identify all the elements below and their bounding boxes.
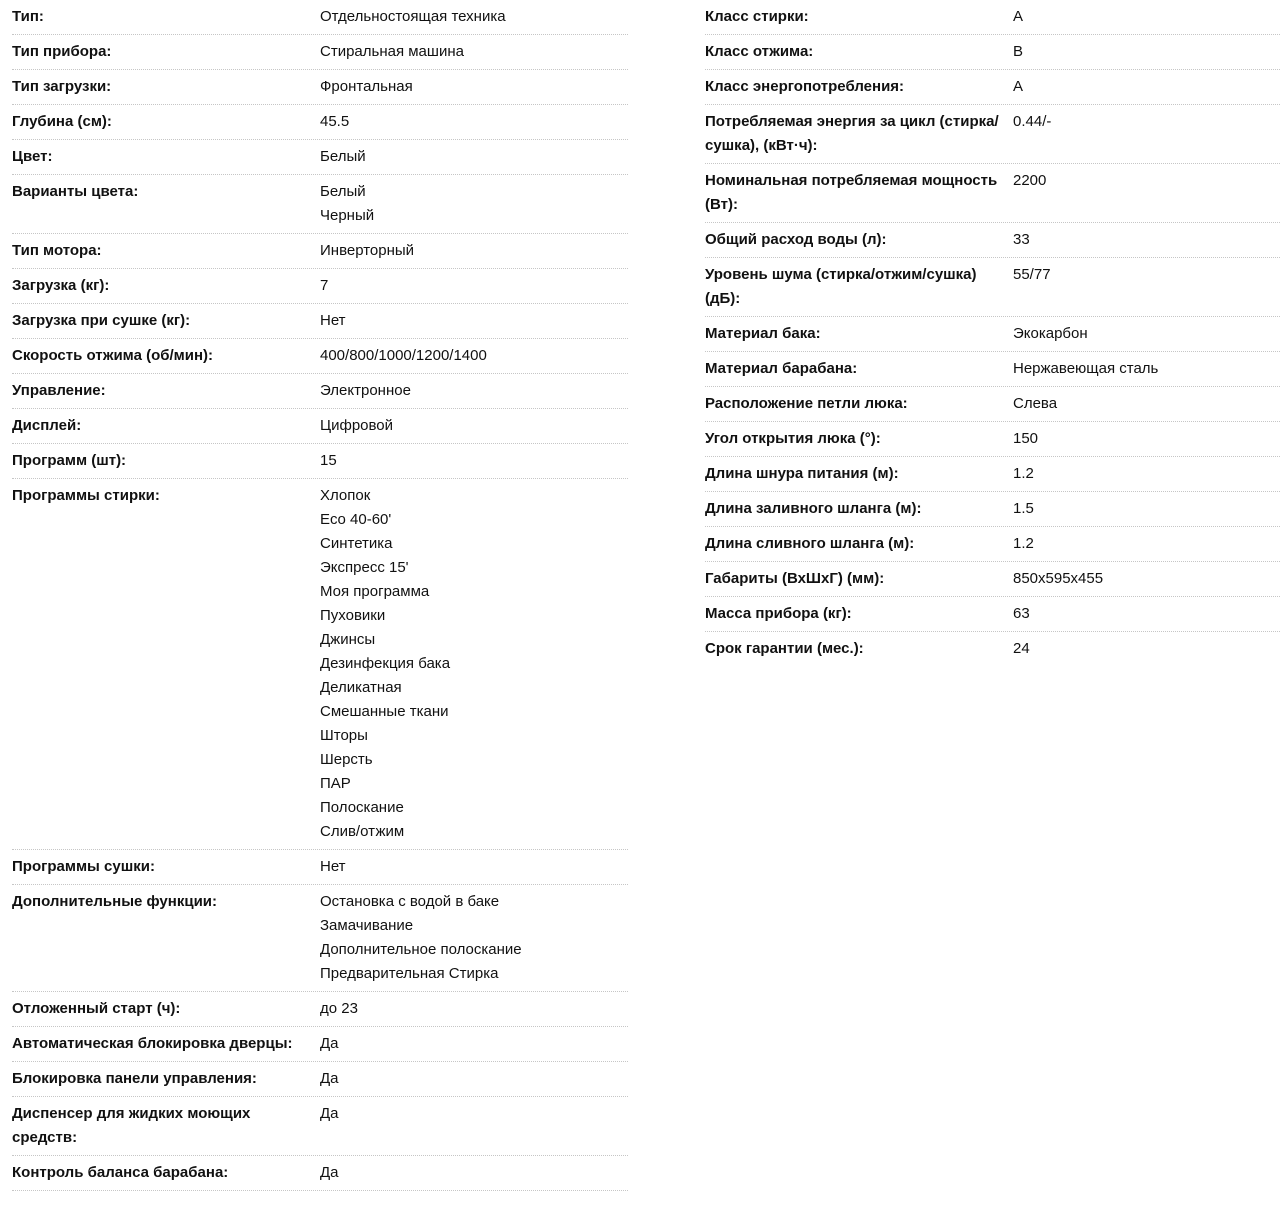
spec-table-left [12, 0, 628, 1191]
spec-value-line: 15 [320, 452, 337, 469]
spec-label: Общий расход воды (л): [705, 231, 887, 248]
spec-value [320, 75, 628, 99]
spec-value-line: Белый [320, 183, 366, 200]
spec-value-line: Нет [320, 312, 346, 329]
spec-value [1013, 427, 1280, 451]
spec-value [320, 40, 628, 64]
spec-row [12, 374, 628, 409]
spec-value [1013, 169, 1280, 193]
spec-value-line: Слева [1013, 395, 1058, 412]
spec-value-line: Шторы [320, 727, 368, 744]
spec-row [12, 304, 628, 339]
spec-value-line: Замачивание [320, 917, 414, 934]
spec-row [705, 422, 1280, 457]
spec-value [1013, 228, 1280, 252]
spec-row [12, 479, 628, 850]
spec-value-line: 55/77 [1013, 266, 1051, 283]
spec-value [1013, 357, 1280, 381]
spec-label: Блокировка панели управления: [12, 1070, 257, 1087]
spec-value-line: Отдельностоящая техника [320, 8, 506, 25]
spec-row [12, 409, 628, 444]
spec-value-line: 24 [1013, 640, 1030, 657]
spec-value-line: Джинсы [320, 631, 376, 648]
spec-label: Автоматическая блокировка дверцы: [12, 1035, 293, 1052]
spec-label: Дополнительные функции: [12, 893, 218, 910]
spec-value-line: ПАР [320, 775, 351, 792]
spec-row [12, 105, 628, 140]
spec-value [320, 239, 628, 263]
spec-value-line: 400/800/1000/1200/1400 [320, 347, 487, 364]
spec-value-line: 1.2 [1013, 535, 1034, 552]
spec-value [1013, 602, 1280, 626]
spec-label: Потребляемая энергия за цикл (стирка/сушка), (кВт·ч): [705, 113, 999, 154]
spec-value-line: 33 [1013, 231, 1030, 248]
spec-row [705, 457, 1280, 492]
spec-value-line: Моя программа [320, 583, 430, 600]
spec-label: Класс энергопотребления: [705, 78, 905, 95]
spec-value-line: 7 [320, 277, 329, 294]
spec-label: Габариты (ВхШхГ) (мм): [705, 570, 885, 587]
spec-label: Номинальная потребляемая мощность (Вт): [705, 172, 998, 213]
spec-row [12, 234, 628, 269]
spec-value-line: 1.2 [1013, 465, 1034, 482]
spec-row [12, 35, 628, 70]
spec-value-line: Стиральная машина [320, 43, 464, 60]
spec-row [705, 597, 1280, 632]
spec-value-line: Нет [320, 858, 346, 875]
spec-value-line: Да [320, 1035, 339, 1052]
spec-label: Расположение петли люка: [705, 395, 908, 412]
spec-value-line: 850x595x455 [1013, 570, 1104, 587]
spec-value [320, 145, 628, 169]
spec-value-line: A [1013, 8, 1024, 25]
spec-row [12, 885, 628, 992]
spec-label: Программ (шт): [12, 452, 127, 469]
spec-label: Программы стирки: [12, 487, 160, 504]
spec-value-line: B [1013, 43, 1024, 60]
spec-row [12, 175, 628, 234]
spec-value-line: Синтетика [320, 535, 393, 552]
spec-label: Тип мотора: [12, 242, 102, 259]
spec-row [705, 387, 1280, 422]
spec-value-line: до 23 [320, 1000, 358, 1017]
spec-row [705, 562, 1280, 597]
spec-label: Длина сливного шланга (м): [705, 535, 915, 552]
spec-value [1013, 567, 1280, 591]
spec-row [12, 444, 628, 479]
spec-label: Цвет: [12, 148, 53, 165]
spec-value [1013, 497, 1280, 521]
spec-label: Загрузка при сушке (кг): [12, 312, 191, 329]
spec-label: Класс стирки: [705, 8, 809, 25]
spec-label: Тип загрузки: [12, 78, 112, 95]
spec-row [12, 1062, 628, 1097]
spec-label: Варианты цвета: [12, 183, 139, 200]
spec-row [705, 223, 1280, 258]
spec-value [1013, 75, 1280, 99]
spec-value [320, 1032, 628, 1056]
spec-value [320, 274, 628, 298]
spec-table-right [705, 0, 1280, 666]
spec-value [320, 1161, 628, 1185]
spec-row [12, 992, 628, 1027]
spec-row [705, 70, 1280, 105]
spec-value-line: Деликатная [320, 679, 402, 696]
spec-label: Скорость отжима (об/мин): [12, 347, 214, 364]
spec-value-line: Да [320, 1070, 339, 1087]
spec-value [320, 379, 628, 403]
spec-value [320, 5, 628, 29]
spec-value-line: Фронтальная [320, 78, 413, 95]
spec-value-line: Цифровой [320, 417, 394, 434]
spec-row [705, 492, 1280, 527]
spec-value-line: Полоскание [320, 799, 404, 816]
spec-value-line: Пуховики [320, 607, 386, 624]
spec-label: Глубина (см): [12, 113, 112, 130]
spec-value [320, 1102, 628, 1126]
spec-row [12, 1097, 628, 1156]
spec-value-line: Смешанные ткани [320, 703, 449, 720]
spec-value-line: 2200 [1013, 172, 1047, 189]
spec-row [705, 317, 1280, 352]
spec-value-line: A [1013, 78, 1024, 95]
spec-label: Срок гарантии (мес.): [705, 640, 864, 657]
spec-row [12, 140, 628, 175]
spec-value-line: Предварительная Стирка [320, 965, 499, 982]
spec-row [705, 258, 1280, 317]
spec-value [320, 1067, 628, 1091]
spec-value-line: Электронное [320, 382, 411, 399]
spec-value-line: Eco 40-60' [320, 511, 392, 528]
spec-value-line: 1.5 [1013, 500, 1034, 517]
spec-row [12, 269, 628, 304]
spec-value-line: Экокарбон [1013, 325, 1088, 342]
spec-value [1013, 532, 1280, 556]
spec-row [12, 1156, 628, 1191]
spec-row [705, 632, 1280, 666]
spec-label: Контроль баланса барабана: [12, 1164, 229, 1181]
spec-row [705, 164, 1280, 223]
spec-value-line: Белый [320, 148, 366, 165]
spec-value [1013, 110, 1280, 134]
spec-label: Дисплей: [12, 417, 82, 434]
spec-value-line: Хлопок [320, 487, 371, 504]
spec-value [320, 110, 628, 134]
spec-label: Управление: [12, 382, 106, 399]
spec-value [320, 997, 628, 1021]
spec-label: Отложенный старт (ч): [12, 1000, 181, 1017]
spec-value [320, 344, 628, 368]
spec-row [705, 352, 1280, 387]
spec-value-line: Нержавеющая сталь [1013, 360, 1159, 377]
spec-value [320, 855, 628, 879]
spec-label: Угол открытия люка (°): [705, 430, 881, 447]
spec-value [1013, 462, 1280, 486]
spec-label: Тип прибора: [12, 43, 112, 60]
spec-row [12, 1027, 628, 1062]
spec-label: Тип: [12, 8, 44, 25]
spec-label: Материал бака: [705, 325, 821, 342]
spec-value-line: Да [320, 1164, 339, 1181]
spec-value-line: 0.44/- [1013, 113, 1052, 130]
spec-value [1013, 5, 1280, 29]
spec-label: Уровень шума (стирка/отжим/сушка) (дБ): [705, 266, 977, 307]
spec-row [705, 35, 1280, 70]
spec-value-line: Экспресс 15' [320, 559, 409, 576]
spec-value [1013, 322, 1280, 346]
spec-label: Длина заливного шланга (м): [705, 500, 922, 517]
spec-label: Масса прибора (кг): [705, 605, 852, 622]
spec-label: Класс отжима: [705, 43, 814, 60]
spec-value [320, 890, 628, 986]
spec-label: Программы сушки: [12, 858, 155, 875]
spec-row [705, 527, 1280, 562]
spec-value-line: Остановка с водой в баке [320, 893, 500, 910]
spec-value [1013, 392, 1280, 416]
spec-row [12, 0, 628, 35]
spec-row [705, 105, 1280, 164]
spec-label: Загрузка (кг): [12, 277, 110, 294]
spec-value-line: Дополнительное полоскание [320, 941, 522, 958]
spec-row [12, 339, 628, 374]
spec-row [705, 0, 1280, 35]
spec-value-line: Да [320, 1105, 339, 1122]
spec-value-line: 63 [1013, 605, 1030, 622]
spec-value-line: Дезинфекция бака [320, 655, 451, 672]
spec-value-line: Шерсть [320, 751, 373, 768]
spec-label: Длина шнура питания (м): [705, 465, 899, 482]
spec-label: Диспенсер для жидких моющих средств: [12, 1105, 251, 1146]
spec-value-line: 45.5 [320, 113, 350, 130]
spec-value-line: Слив/отжим [320, 823, 405, 840]
spec-value [320, 484, 628, 844]
spec-value [320, 449, 628, 473]
spec-value [320, 414, 628, 438]
spec-value-line: Черный [320, 207, 375, 224]
spec-value [320, 180, 628, 228]
spec-label: Материал барабана: [705, 360, 858, 377]
spec-value-line: 150 [1013, 430, 1039, 447]
spec-row [12, 850, 628, 885]
spec-value [320, 309, 628, 333]
spec-value [1013, 263, 1280, 287]
spec-value-line: Инверторный [320, 242, 415, 259]
spec-value [1013, 637, 1280, 661]
spec-row [12, 70, 628, 105]
spec-value [1013, 40, 1280, 64]
